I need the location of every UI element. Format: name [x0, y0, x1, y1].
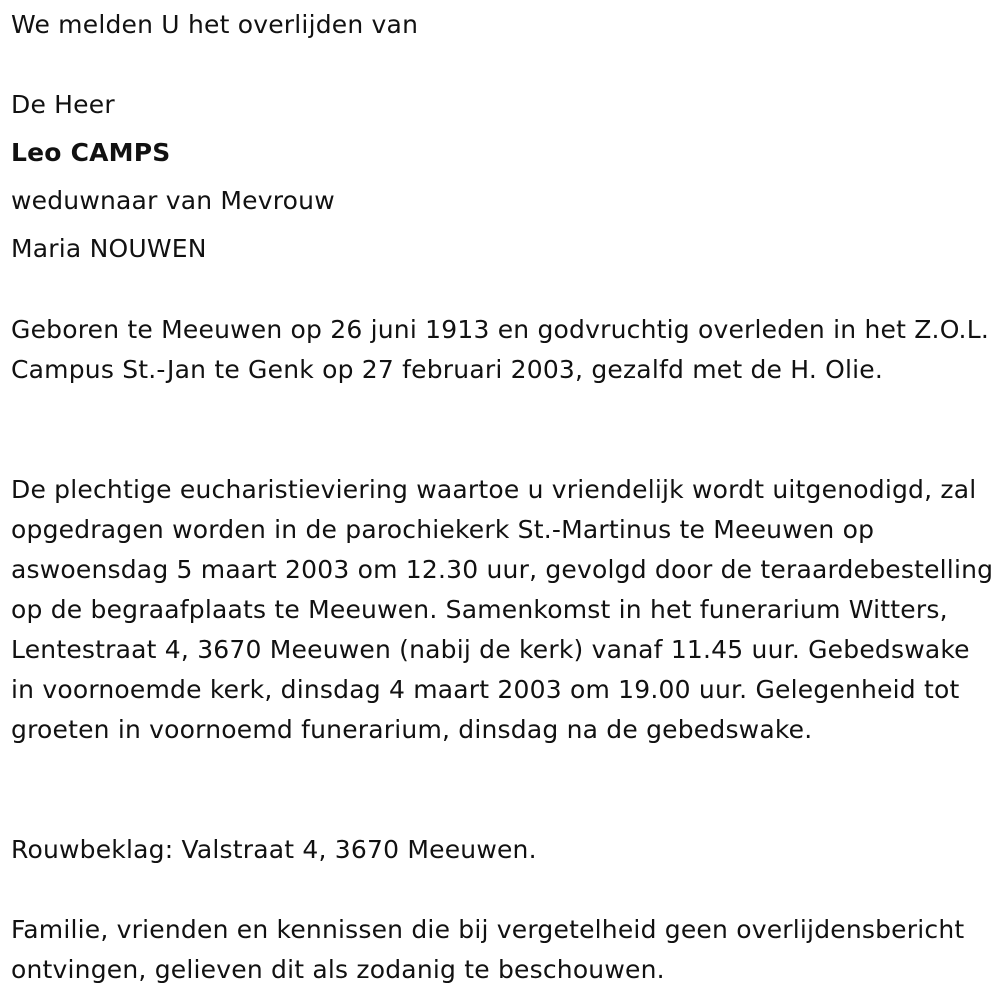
widower-of-line: weduwnaar van Mevrouw — [11, 186, 335, 215]
intro-line: We melden U het overlijden van — [11, 10, 419, 39]
ceremony-paragraph: De plechtige eucharistieviering waartoe u vriendelijk wordt uitgenodigd, zal opgedragen worden in de parochiekerk St.-Martinus te Meeuwen op aswoensdag 5 maart 2003 om 12.30 uur, gevolgd door de teraardebestelling op de begraafplaats te Meeuwen. Samenkomst in het funerarium Witters, Lentestraat 4, 3670 Meeuwen (nabij de kerk) vanaf 11.45 uur. Gebedswake in voornoemde kerk, dinsdag 4 maart 2003 om 19.00 uur. Gelegenheid tot groeten in voornoemd funerarium, dinsdag na de gebedswake. — [11, 475, 994, 744]
birth-death-paragraph: Geboren te Meeuwen op 26 juni 1913 en godvruchtig overleden in het Z.O.L. Campus St.-Jan te Genk op 27 februari 2003, gezalfd met de H. Olie. — [11, 315, 989, 384]
spouse-name: Maria NOUWEN — [11, 234, 207, 263]
closing-paragraph: Familie, vrienden en kennissen die bij vergetelheid geen overlijdensbericht ontvingen, gelieven dit als zodanig te beschouwen. — [11, 915, 965, 984]
condolences-address: Rouwbeklag: Valstraat 4, 3670 Meeuwen. — [11, 835, 537, 864]
deceased-name: Leo CAMPS — [11, 138, 171, 167]
honorific: De Heer — [11, 90, 115, 119]
